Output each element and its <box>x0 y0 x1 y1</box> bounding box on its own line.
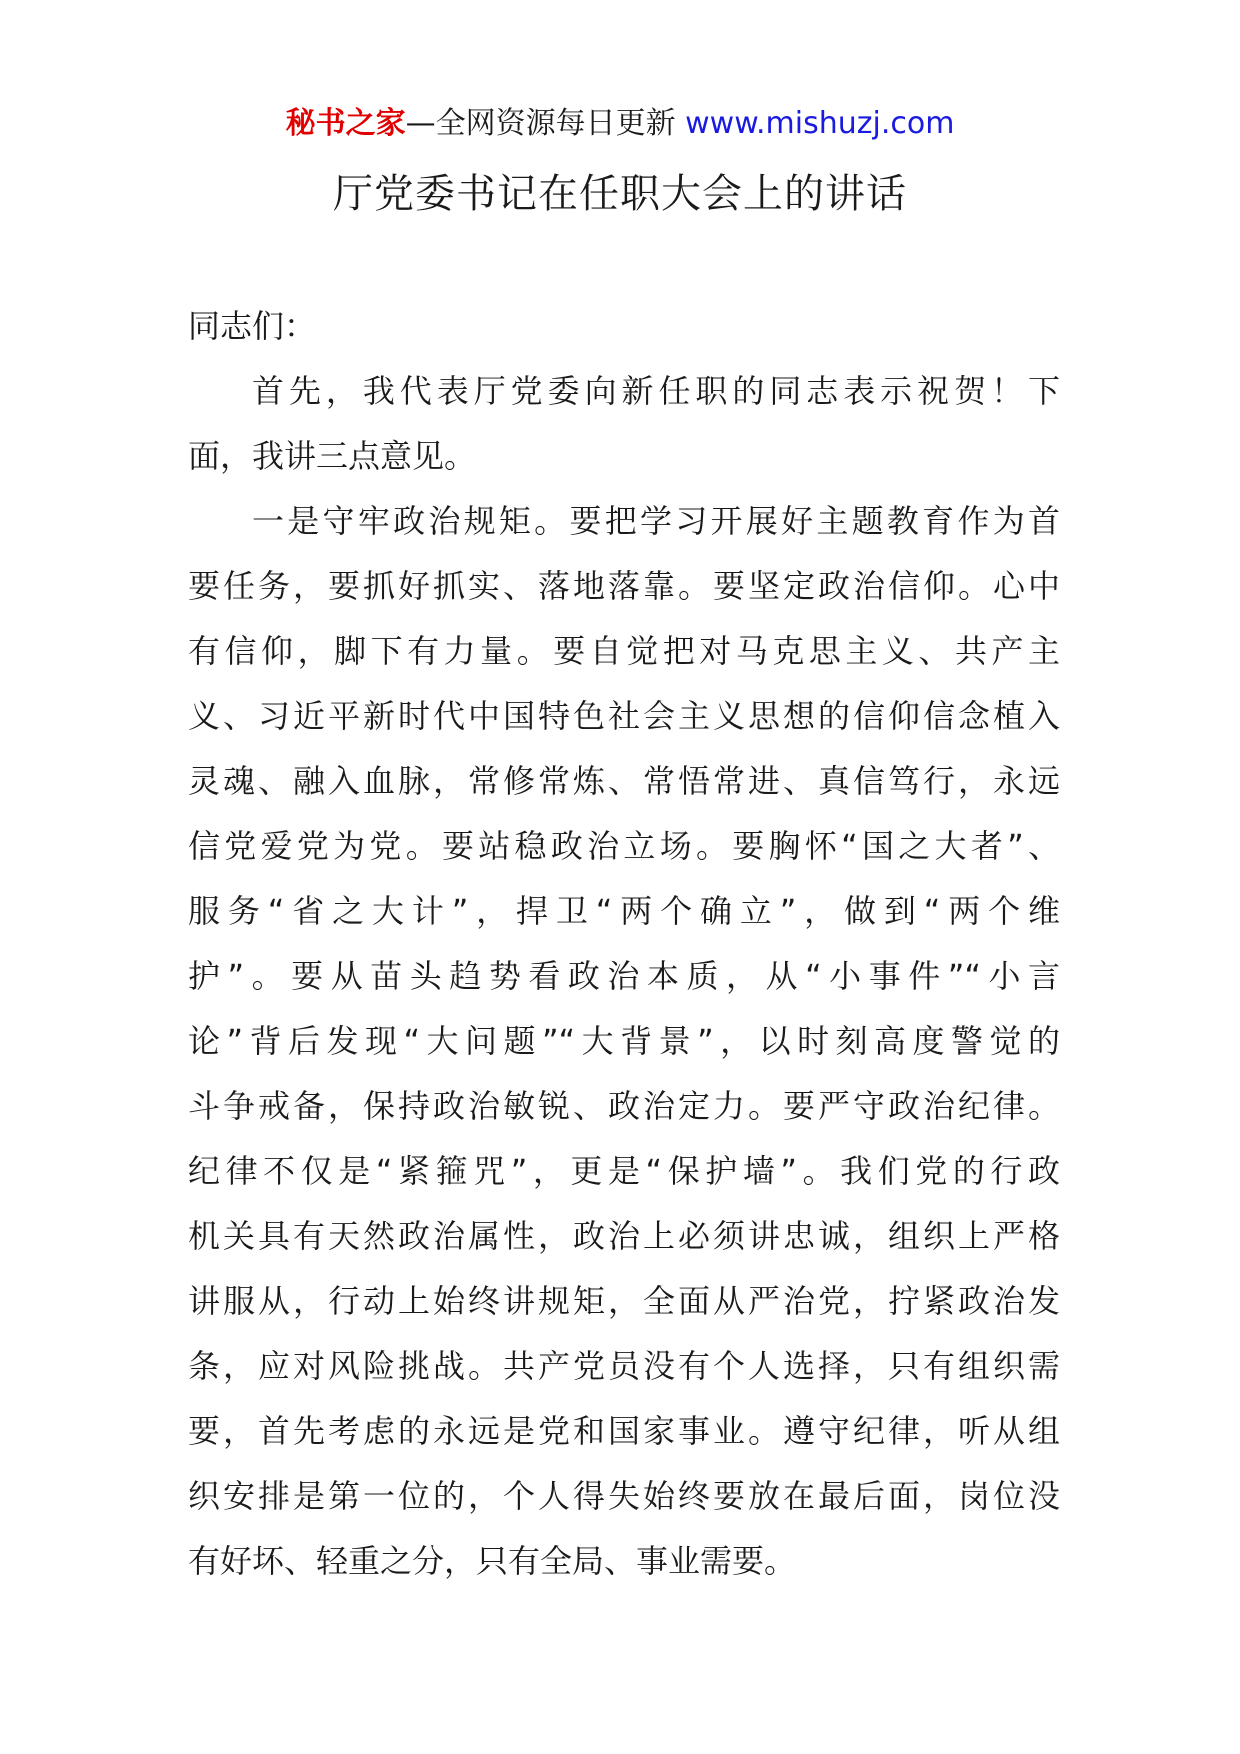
paragraph-political-rules <box>188 489 1060 1594</box>
paragraph-line: 面，我讲三点意见。 <box>188 437 477 475</box>
site-url-link[interactable]: www.mishuzj.com <box>685 106 955 141</box>
paragraph-line: 一是守牢政治规矩。要把学习开展好主题教育作为首 <box>252 502 1060 540</box>
paragraph-line: 要，首先考虑的永远是党和国家事业。遵守纪律，听从组 <box>188 1412 1060 1450</box>
paragraph-line: 首先，我代表厅党委向新任职的同志表示祝贺！下 <box>252 372 1060 410</box>
paragraph-line: 要任务，要抓好抓实、落地落靠。要坚定政治信仰。心中 <box>188 567 1060 605</box>
paragraph-line: 护”。要从苗头趋势看政治本质，从“小事件”“小言 <box>188 957 1060 995</box>
paragraph-line: 服务“省之大计”，捍卫“两个确立”，做到“两个维 <box>188 892 1060 930</box>
paragraph-line: 有信仰，脚下有力量。要自觉把对马克思主义、共产主 <box>188 632 1060 670</box>
paragraph-line: 斗争戒备，保持政治敏锐、政治定力。要严守政治纪律。 <box>188 1087 1060 1125</box>
document-title: 厅党委书记在任职大会上的讲话 <box>333 171 907 217</box>
paragraph-line: 机关具有天然政治属性，政治上必须讲忠诚，组织上严格 <box>188 1217 1060 1255</box>
paragraph-line: 纪律不仅是“紧箍咒”，更是“保护墙”。我们党的行政 <box>188 1152 1060 1190</box>
paragraph-line: 灵魂、融入血脉，常修常炼、常悟常进、真信笃行，永远 <box>188 762 1060 800</box>
paragraph-line: 有好坏、轻重之分，只有全局、事业需要。 <box>188 1542 797 1580</box>
paragraph-line: 织安排是第一位的，个人得失始终要放在最后面，岗位没 <box>188 1477 1060 1515</box>
paragraph-line: 论”背后发现“大问题”“大背景”，以时刻高度警觉的 <box>188 1022 1060 1060</box>
paragraph-line: 条，应对风险挑战。共产党员没有个人选择，只有组织需 <box>188 1347 1060 1385</box>
document-body <box>188 294 1060 1594</box>
paragraph-line: 讲服从，行动上始终讲规矩，全面从严治党，拧紧政治发 <box>188 1282 1060 1320</box>
header-tagline: —全网资源每日更新 <box>405 106 686 141</box>
site-header <box>0 102 1240 146</box>
brand-name: 秘书之家 <box>285 106 406 141</box>
paragraph-line: 信党爱党为党。要站稳政治立场。要胸怀“国之大者”、 <box>188 827 1060 865</box>
paragraph-intro <box>188 359 1060 489</box>
greeting: 同志们： <box>188 307 317 345</box>
paragraph-line: 义、习近平新时代中国特色社会主义思想的信仰信念植入 <box>188 697 1060 735</box>
